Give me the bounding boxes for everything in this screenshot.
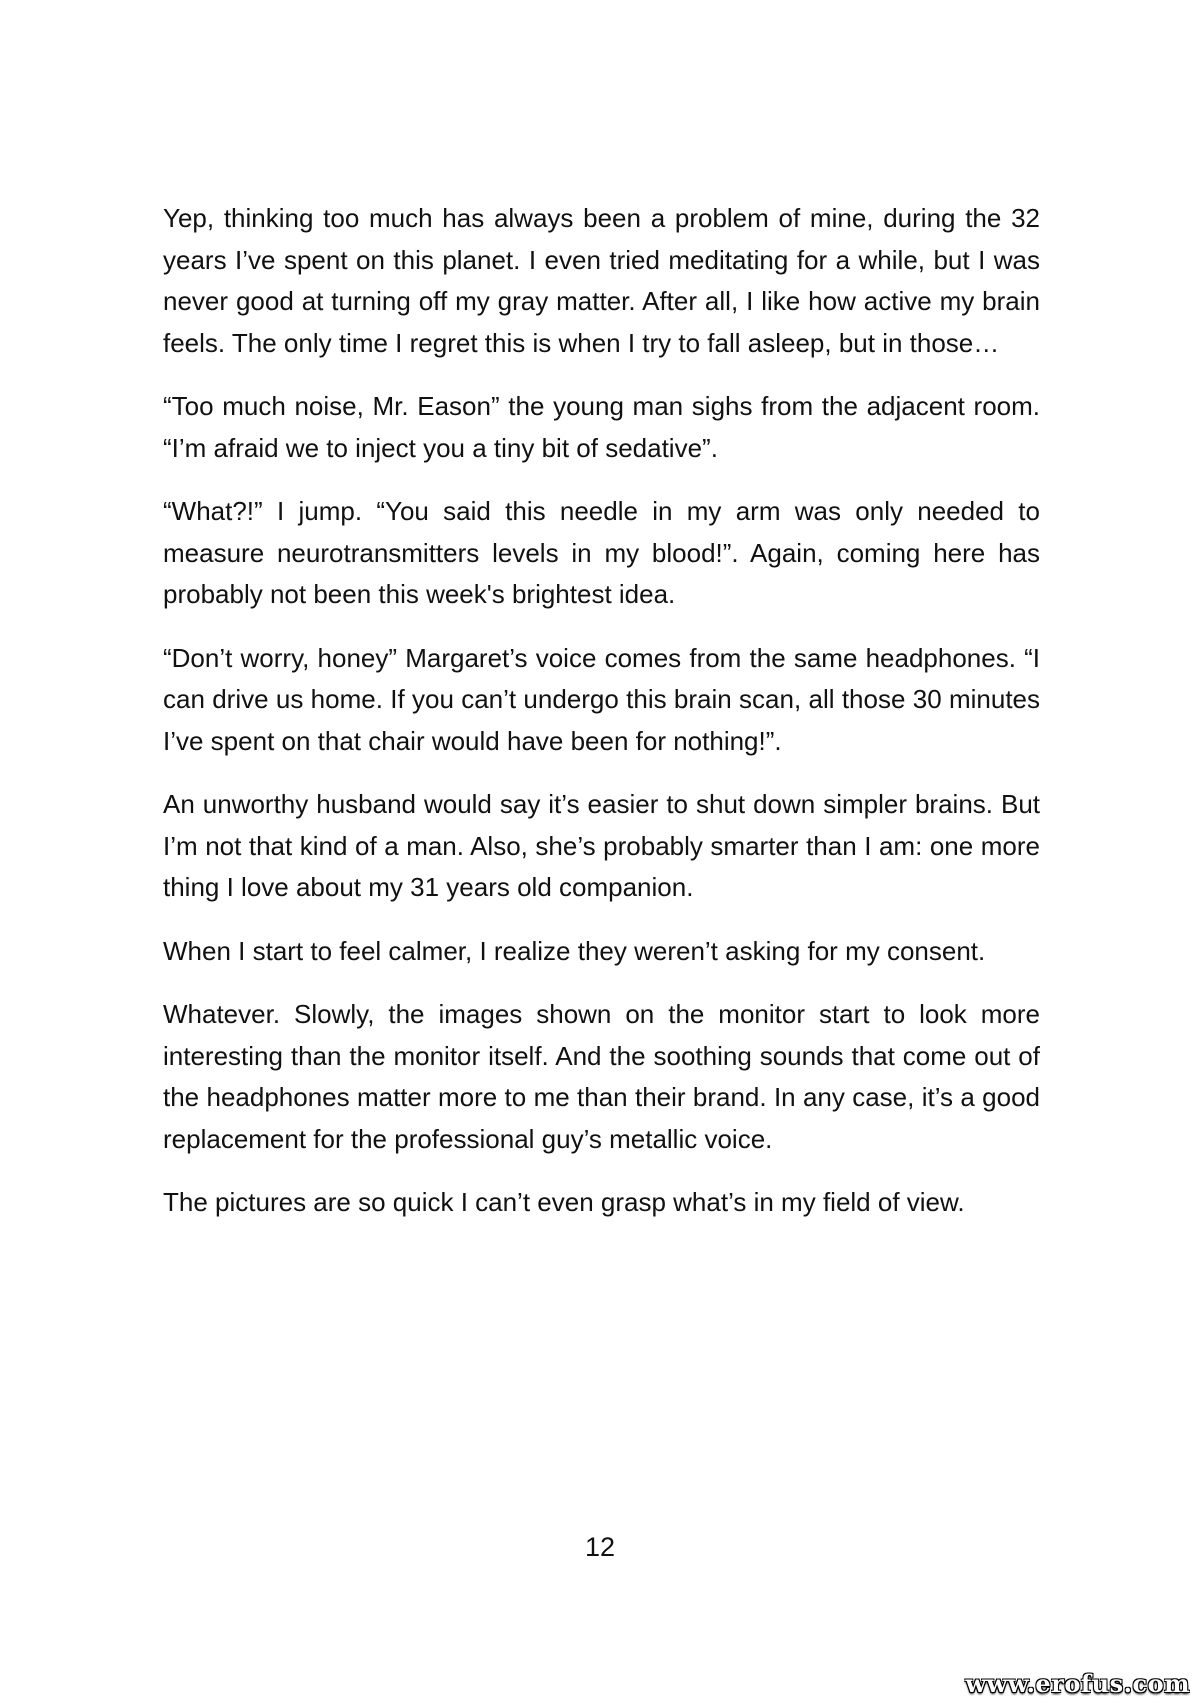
paragraph-4: “Don’t worry, honey” Margaret’s voice comes from the same headphones. “I can drive us home. If you can’t undergo this brain scan, all those 30 minutes I’ve spent on that chair would have been for nothing!”. <box>163 642 1040 756</box>
body-text <box>163 198 1040 1246</box>
paragraph-3: “What?!” I jump. “You said this needle in my arm was only needed to measure neurotransmitters levels in my blood!”. Again, coming here has probably not been this week's brightest idea. <box>163 496 1040 609</box>
paragraph-6: When I start to feel calmer, I realize they weren’t asking for my consent. <box>163 935 986 966</box>
page-number: 12 <box>584 1532 616 1562</box>
paragraph-5: An unworthy husband would say it’s easier to shut down simpler brains. But I’m not that kind of a man. Also, she’s probably smarter than I am: one more thing I love about my 31 years old companion. <box>163 789 1040 902</box>
paragraph-2: “Too much noise, Mr. Eason” the young man sighs from the adjacent room. “I’m afraid we to inject you a tiny bit of sedative”. <box>163 391 1040 463</box>
paragraph-1: Yep, thinking too much has always been a problem of mine, during the 32 years I’ve spent on this planet. I even tried meditating for a while, but I was never good at turning off my gray matter. After all, I like how active my brain feels. The only time I regret this is when I try to fall asleep, but in those… <box>163 203 1040 358</box>
paragraph-8: The pictures are so quick I can’t even grasp what’s in my field of view. <box>163 1187 965 1217</box>
watermark: www.erofus.com <box>965 1669 1190 1698</box>
paragraph-7: Whatever. Slowly, the images shown on the monitor start to look more interesting than the monitor itself. And the soothing sounds that come out of the headphones matter more to me than their brand. In any case, it’s a good replacement for the professional guy’s metallic voice. <box>163 999 1040 1154</box>
